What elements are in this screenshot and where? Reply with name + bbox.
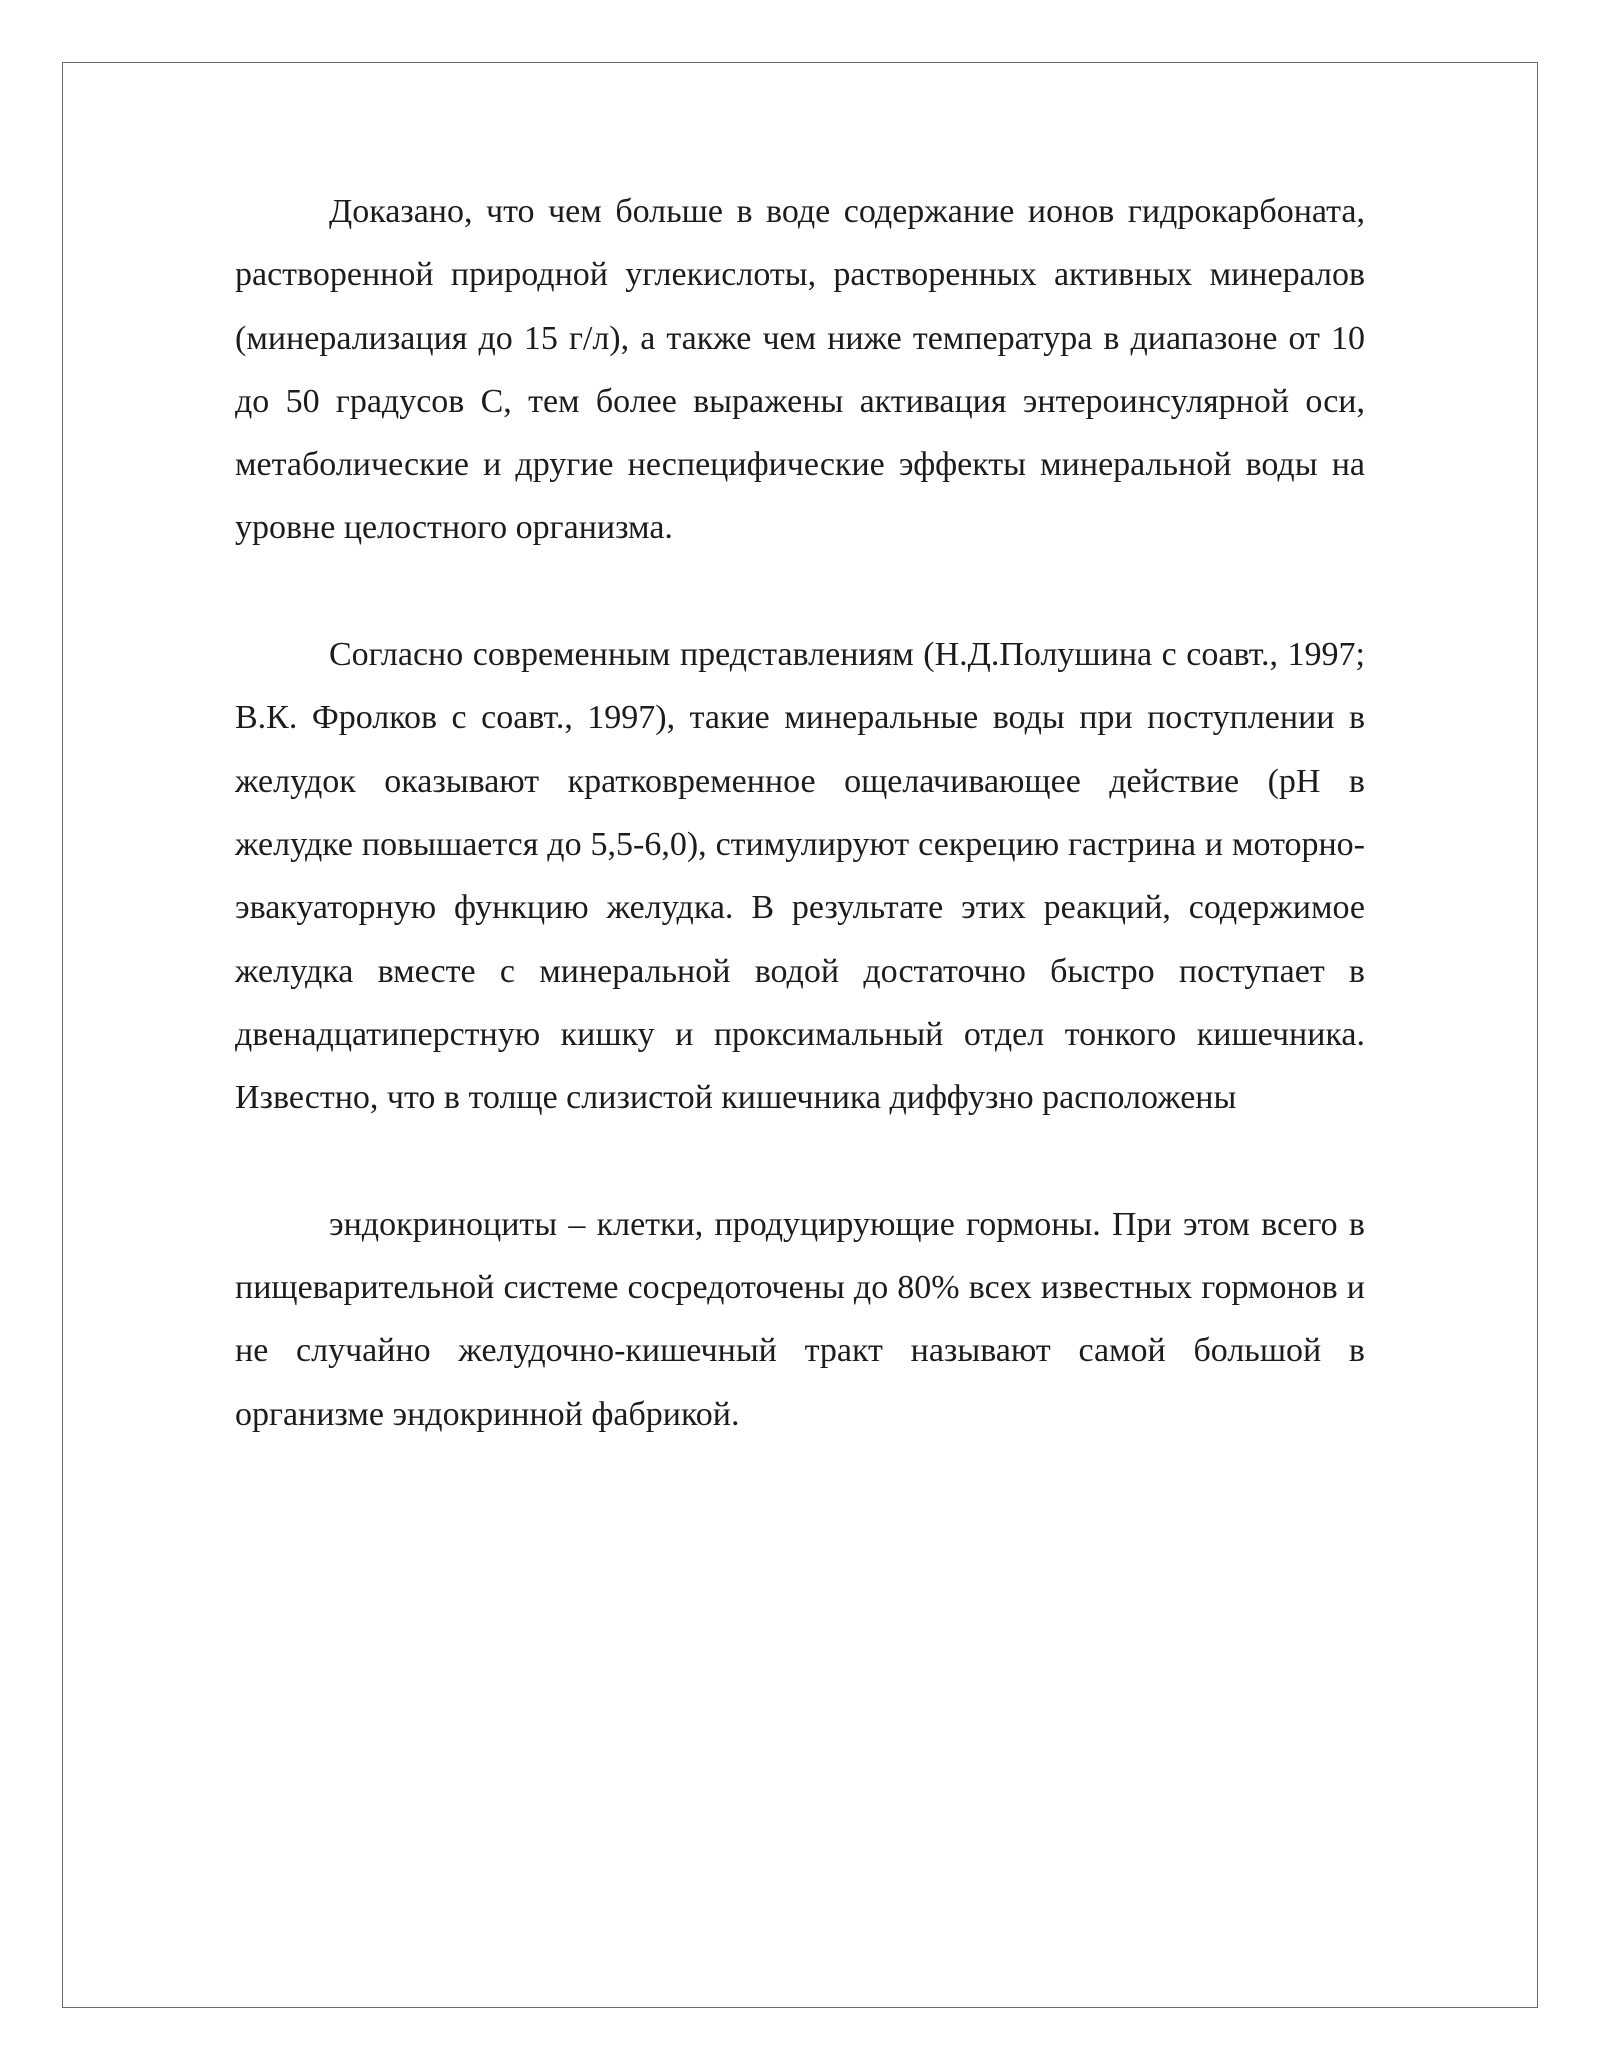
document-body — [235, 180, 1365, 1446]
paragraph-mineral-water-effects: Доказано, что чем больше в воде содержание ионов гидрокарбоната, растворенной природной углекислоты, растворенных активных минералов (минерализация до 15 г/л), а также чем ниже температура в диапазоне от 10 до 50 градусов С, тем более выражены активация энтероинсулярной оси, метаболические и другие неспецифические эффекты минеральной воды на уровне целостного организма. — [235, 193, 1365, 547]
paragraph-endocrinocytes: эндокриноциты – клетки, продуцирующие гормоны. При этом всего в пищеварительной системе сосредоточены до 80% всех известных гормонов и не случайно желудочно-кишечный тракт называют самой большой в организме эндокринной фабрикой. — [235, 1205, 1365, 1433]
paragraph-modern-views: Согласно современным представлениям (Н.Д.Полушина с соавт., 1997; В.К. Фролков с соавт., 1997), такие минеральные воды при поступлении в желудок оказывают кратковременное ощелачивающее действие (pH в желудке повышается до 5,5-6,0), стимулируют секрецию гастрина и моторно-эвакуаторную функцию желудка. В результате этих реакций, содержимое желудка вместе с минеральной водой достаточно быстро поступает в двенадцатиперстную кишку и проксимальный отдел тонкого кишечника. Известно, что в толще слизистой кишечника диффузно расположены — [235, 636, 1365, 1117]
